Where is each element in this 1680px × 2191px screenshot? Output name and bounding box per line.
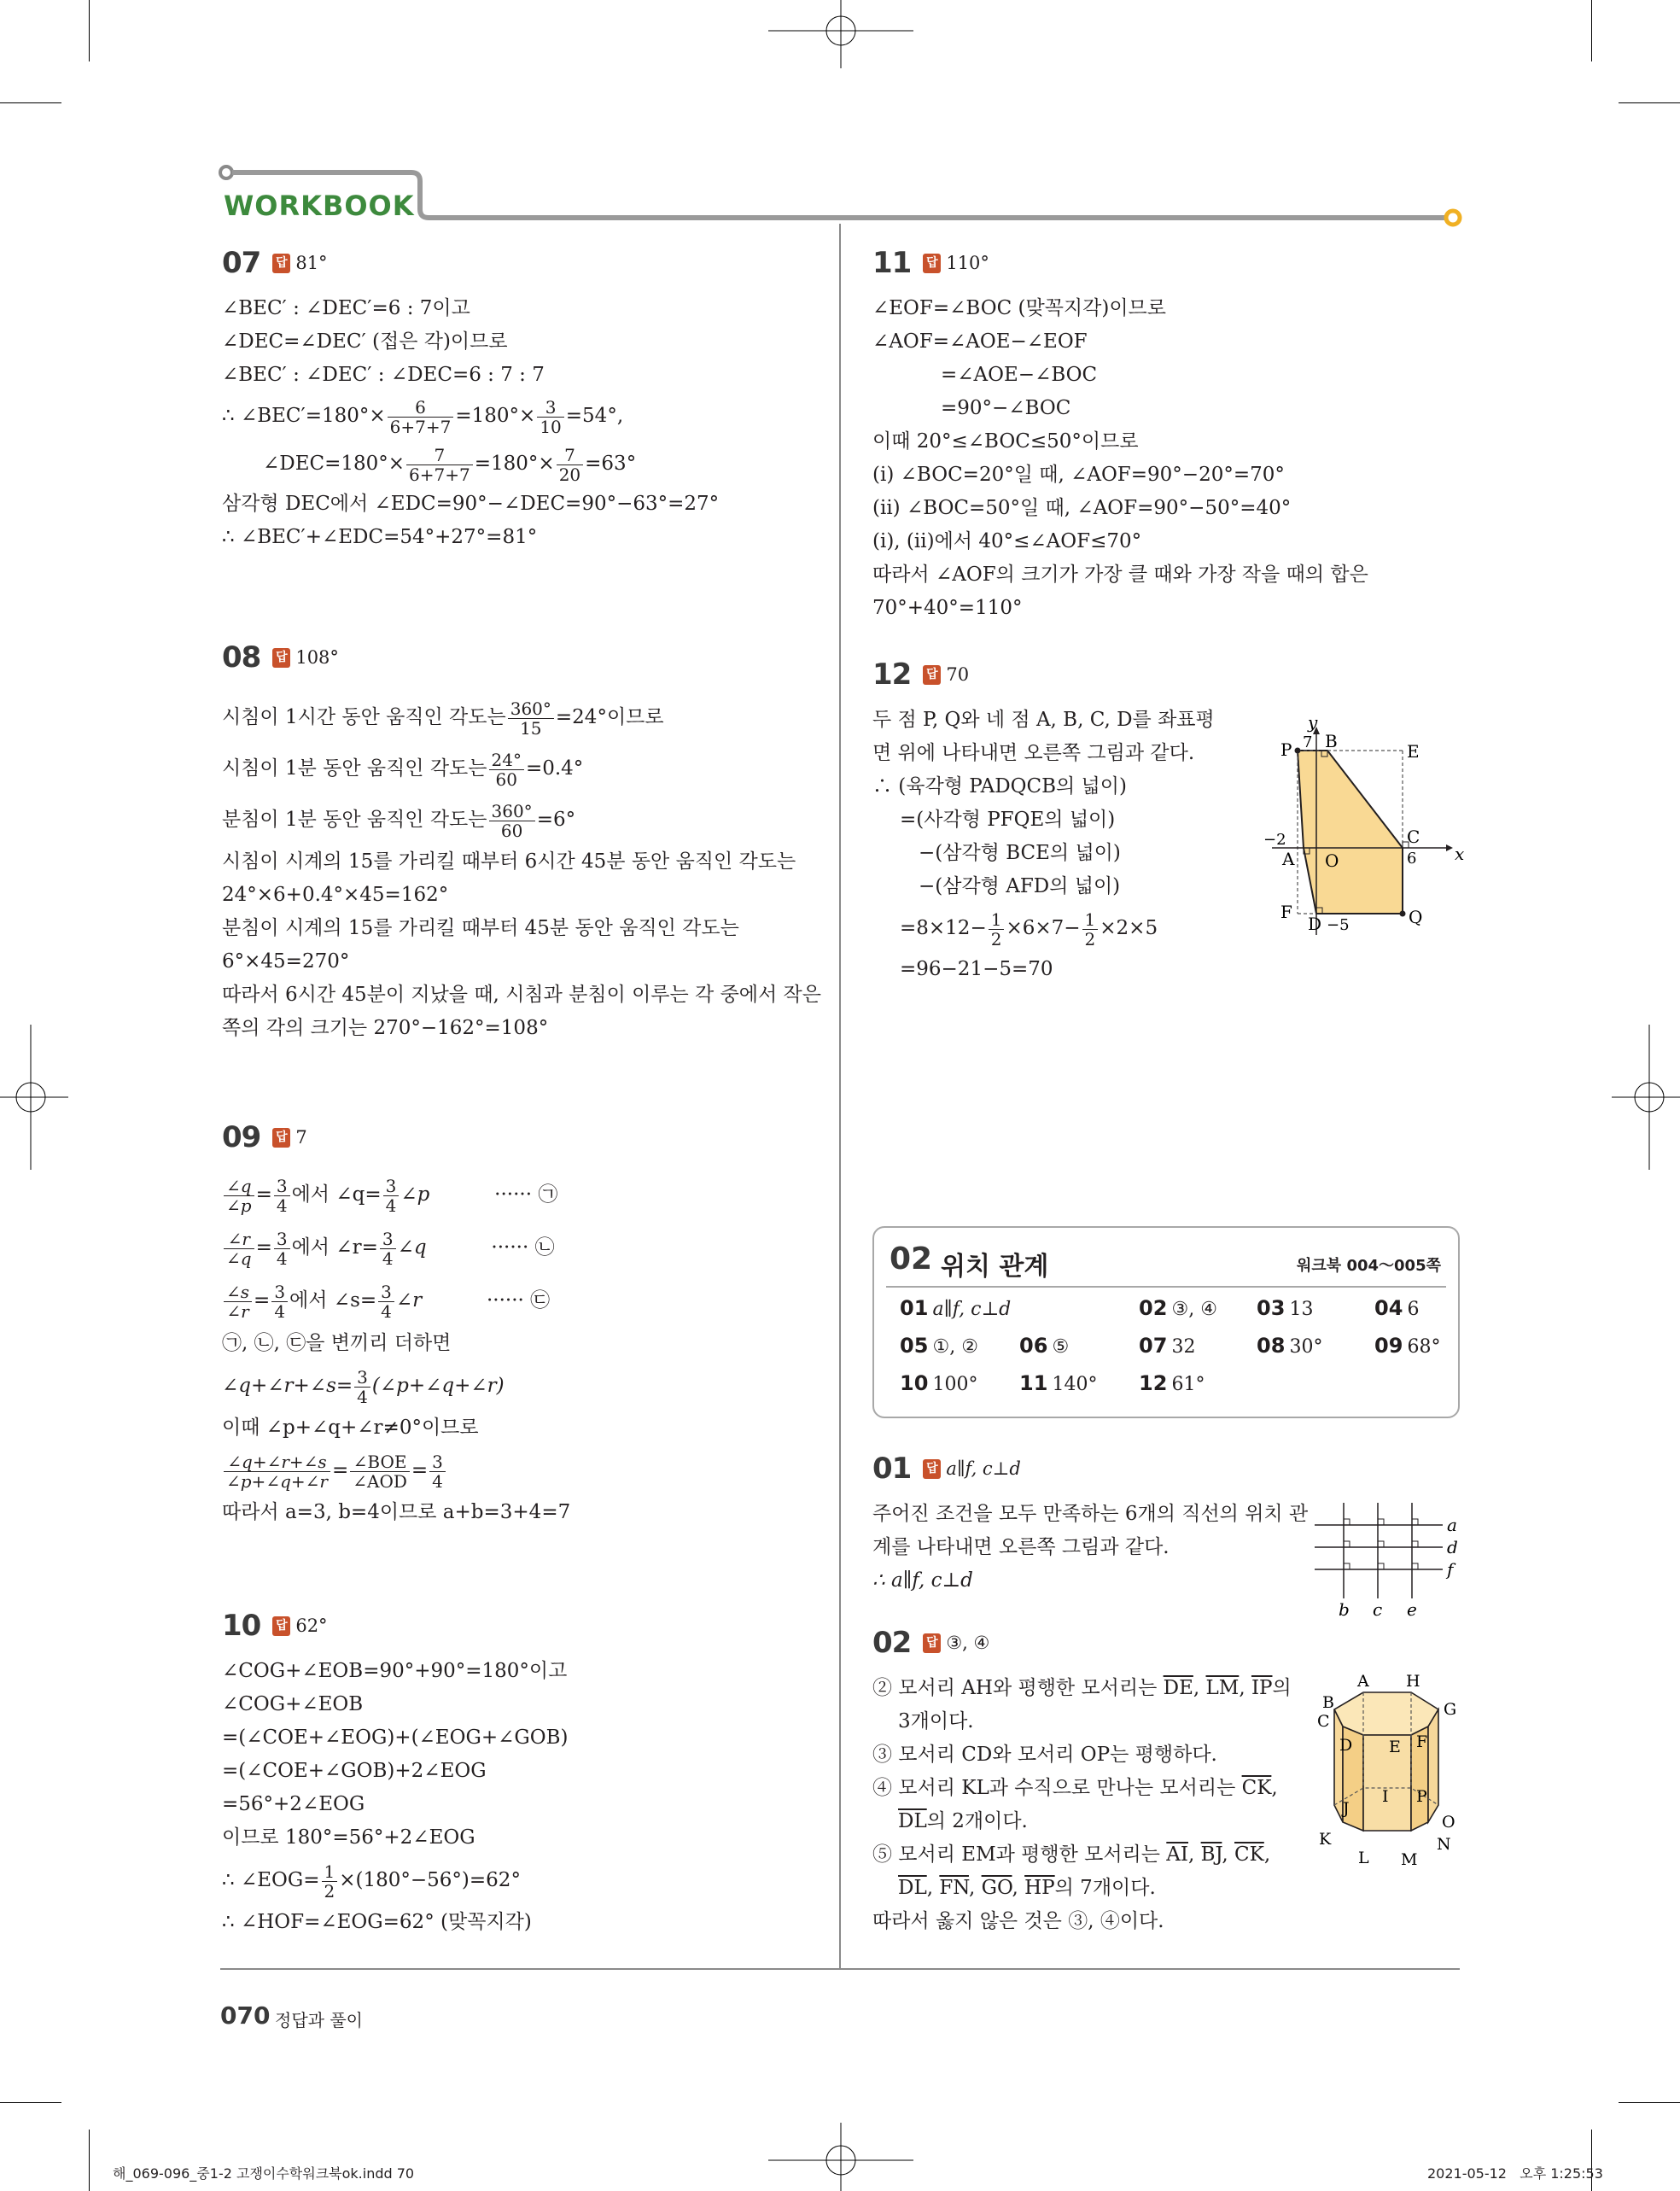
column-divider (839, 224, 841, 1968)
summary-item: 11 140° (1019, 1371, 1098, 1395)
solution-line: =56°+2∠EOG (222, 1793, 365, 1815)
svg-text:L: L (1358, 1849, 1369, 1867)
svg-text:J: J (1343, 1799, 1350, 1818)
svg-text:F: F (1280, 902, 1292, 922)
solution-line: (ⅰ), (ⅱ)에서 40°≤∠AOF≤70° (872, 530, 1142, 552)
svg-text:B: B (1322, 1693, 1334, 1712)
svg-text:b: b (1339, 1599, 1350, 1618)
coordinate-figure (1255, 713, 1468, 939)
svg-text:x: x (1455, 844, 1465, 864)
summary-item: 01 a∥f, c⊥d (900, 1296, 1012, 1320)
answer-value: 108° (295, 647, 339, 668)
solution-line: 면 위에 나타내면 오른쪽 그림과 같다. (872, 742, 1195, 764)
lines-figure (1315, 1503, 1468, 1618)
solution-line: 쪽의 각의 크기는 270°−162°=108° (222, 1017, 549, 1039)
answer-value: ③, ④ (946, 1633, 990, 1653)
svg-text:y: y (1308, 713, 1318, 733)
solution-line: ∠DEC=∠DEC′ (접은 각)이므로 (222, 330, 508, 353)
octagonal-prism-figure (1310, 1674, 1473, 1887)
solution-line: ⑤ 모서리 EM과 평행한 모서리는 $\overline{AI}$, $\overline{BJ}$, $\overline{CK}$, (872, 1843, 1271, 1866)
solution-line: ∴ ∠BEC′+∠EDC=54°+27°=81° (222, 526, 538, 548)
solution-line: 6°×45=270° (222, 950, 350, 973)
problem-number: 09 (222, 1120, 261, 1154)
summary-item: 08 30° (1257, 1334, 1323, 1358)
problem-number: 01 (872, 1452, 912, 1486)
summary-reference: 워크북 004～005쪽 (1297, 1257, 1441, 1275)
svg-text:O: O (1442, 1813, 1455, 1832)
solution-line: =∠AOE−∠BOC (941, 364, 1098, 386)
answer-value: 62° (295, 1615, 328, 1636)
svg-text:A: A (1357, 1674, 1369, 1691)
solution-line: 분침이 시계의 15를 가리킬 때부터 45분 동안 움직인 각도는 (222, 917, 739, 939)
answer-value: 70 (946, 664, 970, 685)
bottom-rule (220, 1968, 1460, 1970)
summary-item: 12 61° (1139, 1371, 1205, 1395)
svg-text:N: N (1437, 1835, 1451, 1854)
summary-item: 09 68° (1374, 1334, 1441, 1358)
svg-text:f: f (1447, 1559, 1454, 1580)
summary-item: 04 6 (1374, 1296, 1420, 1320)
solution-line: ∴ (육각형 PADQCB의 넓이) (872, 775, 1127, 798)
svg-text:C: C (1317, 1712, 1330, 1731)
section-problem-01 (872, 1452, 1308, 1598)
problem-number: 02 (872, 1626, 912, 1660)
svg-text:c: c (1373, 1599, 1383, 1618)
solution-line: ∠COG+∠EOB=90°+90°=180°이고 (222, 1660, 568, 1682)
summary-title: 위치 관계 (941, 1252, 1049, 1282)
svg-text:D: D (1339, 1736, 1353, 1755)
solution-line: 이때 20°≤∠BOC≤50°이므로 (872, 430, 1139, 453)
registration-mark-bottom (768, 2123, 913, 2191)
footer-section-label: 정답과 풀이 (275, 2010, 363, 2030)
solution-line: (ⅰ) ∠BOC=20°일 때, ∠AOF=90°−20°=70° (872, 464, 1285, 486)
solution-line: 시침이 시계의 15를 가리킬 때부터 6시간 45분 동안 움직인 각도는 (222, 850, 796, 873)
summary-item: 02 ③, ④ (1139, 1296, 1217, 1320)
solution-line: 이므로 180°=56°+2∠EOG (222, 1826, 475, 1849)
answer-value: 7 (295, 1127, 307, 1148)
solution-line: 주어진 조건을 모두 만족하는 6개의 직선의 위치 관 (872, 1503, 1309, 1525)
solution-line: =(사각형 PFQE의 넓이) (900, 809, 1116, 831)
answer-badge-icon: 답 (923, 254, 941, 273)
summary-item: 05 ①, ② (900, 1334, 978, 1358)
svg-text:E: E (1389, 1738, 1401, 1756)
solution-line: 따라서 6시간 45분이 지났을 때, 시침과 분침이 이루는 각 중에서 작은 (222, 984, 821, 1006)
solution-line: ∠EOF=∠BOC (맞꼭지각)이므로 (872, 297, 1166, 319)
summary-item: 10 100° (900, 1371, 978, 1395)
crop-mark (1591, 0, 1592, 61)
page-number: 070 (220, 2001, 271, 2030)
solution-line: 이때 ∠p+∠q+∠r≠0°이므로 (222, 1417, 479, 1439)
solution-line: 따라서 a=3, b=4이므로 a+b=3+4=7 (222, 1501, 571, 1523)
problem-10 (222, 1609, 568, 1939)
problem-07 (222, 246, 719, 554)
crop-mark (89, 0, 90, 61)
solution-line: 따라서 ∠AOF의 크기가 가장 클 때와 가장 작을 때의 합은 (872, 564, 1368, 586)
slug-date: 2021-05-12 오후 1:25:53 (1427, 2165, 1603, 2182)
svg-text:O: O (1325, 850, 1339, 871)
solution-line: −(삼각형 AFD의 넓이) (919, 875, 1121, 897)
answer-badge-icon: 답 (923, 1633, 941, 1653)
crop-mark (1619, 2102, 1680, 2103)
answer-badge-icon: 답 (923, 1459, 941, 1479)
problem-number: 11 (872, 246, 912, 280)
answer-badge-icon: 답 (272, 254, 290, 273)
svg-text:−5: −5 (1327, 916, 1350, 934)
summary-chapter-number: 02 (890, 1242, 933, 1277)
solution-line: $\frac{\angle r}{\angle q}$ = $\frac{3}{4}$ 에서 ∠r= $\frac{3}{4}$ ∠q ······ ㉡ (222, 1221, 570, 1274)
solution-line: $\frac{\angle q+\angle r+\angle s}{\angle p+\angle q+\angle r}$ = $\frac{\text{∠BOE}}{\text{∠AOD}}$ = $\frac{3}{4}$ (222, 1445, 570, 1496)
svg-text:6: 6 (1407, 850, 1417, 868)
workbook-label: WORKBOOK (224, 190, 415, 222)
solution-line: =96−21−5=70 (900, 958, 1053, 980)
problem-number: 07 (222, 246, 261, 280)
svg-text:C: C (1407, 827, 1420, 847)
svg-text:E: E (1407, 741, 1420, 762)
svg-text:F: F (1416, 1732, 1428, 1751)
summary-item: 07 32 (1139, 1334, 1196, 1358)
answer-value: a∥f, c⊥d (946, 1458, 1021, 1479)
solution-line: 24°×6+0.4°×45=162° (222, 884, 449, 906)
solution-line: ∠BEC′ : ∠DEC′=6 : 7이고 (222, 297, 470, 319)
registration-mark-left (0, 1025, 68, 1170)
answer-value: 81° (295, 253, 328, 273)
solution-line: ④ 모서리 KL과 수직으로 만나는 모서리는 $\overline{CK}$, (872, 1777, 1278, 1799)
solution-line: =(∠COE+∠GOB)+2∠EOG (222, 1760, 487, 1782)
slug-filename: 해_069-096_중1-2 고쟁이수학워크북ok.indd 70 (113, 2165, 415, 2182)
svg-text:A: A (1282, 849, 1295, 869)
svg-text:H: H (1406, 1674, 1420, 1691)
solution-line: =90°−∠BOC (941, 397, 1071, 419)
svg-text:M: M (1401, 1850, 1418, 1869)
answer-badge-icon: 답 (923, 665, 941, 685)
answer-badge-icon: 답 (272, 1616, 290, 1636)
solution-line: =8×12− $\frac{1}{2}$ ×6×7− $\frac{1}{2}$ ×2×5 (900, 909, 1158, 949)
solution-line: 분침이 1분 동안 움직인 각도는 $\frac{360^\circ}{60}$ =6° (222, 800, 576, 841)
problem-number: 12 (872, 657, 912, 692)
summary-item: 06 ⑤ (1019, 1334, 1070, 1358)
svg-text:d: d (1447, 1537, 1458, 1557)
crop-mark (89, 2130, 90, 2191)
solution-line: ∠q+∠r+∠s= $\frac{3}{4}$ (∠p+∠q+∠r) (222, 1366, 505, 1407)
solution-line: 계를 나타내면 오른쪽 그림과 같다. (872, 1536, 1170, 1558)
summary-item: 03 13 (1257, 1296, 1314, 1320)
registration-mark-top (768, 0, 913, 68)
svg-text:D: D (1308, 914, 1322, 934)
crop-mark (1619, 102, 1680, 103)
problem-number: 08 (222, 640, 261, 675)
svg-text:I: I (1382, 1787, 1389, 1806)
answer-badge-icon: 답 (272, 648, 290, 668)
solution-line: 두 점 P, Q와 네 점 A, B, C, D를 좌표평 (872, 709, 1215, 731)
svg-text:G: G (1444, 1700, 1457, 1719)
solution-line: (ⅱ) ∠BOC=50°일 때, ∠AOF=90°−50°=40° (872, 497, 1292, 519)
svg-text:K: K (1319, 1830, 1332, 1849)
solution-line: $\overline{DL}$, $\overline{FN}$, $\overline{GO}$, $\overline{HP}$의 7개이다. (898, 1877, 1156, 1899)
answer-badge-icon: 답 (272, 1128, 290, 1148)
svg-text:P: P (1416, 1787, 1427, 1806)
solution-line: 따라서 옳지 않은 것은 ③, ④이다. (872, 1910, 1164, 1932)
problem-12 (872, 657, 1215, 986)
crop-mark (0, 102, 61, 103)
summary-box (872, 1226, 1460, 1418)
problem-08 (222, 640, 821, 1045)
svg-text:e: e (1407, 1599, 1417, 1618)
crop-mark (0, 2102, 61, 2103)
solution-line: $\overline{DL}$의 2개이다. (898, 1810, 1028, 1832)
svg-text:a: a (1447, 1515, 1457, 1535)
registration-mark-right (1612, 1025, 1680, 1170)
solution-line: ㉠, ㉡, ㉢을 변끼리 더하면 (222, 1332, 452, 1354)
solution-line: 시침이 1시간 동안 움직인 각도는 $\frac{360^\circ}{15}$ =24°이므로 (222, 698, 664, 739)
solution-line: ② 모서리 AH와 평행한 모서리는 $\overline{DE}$, $\overline{LM}$, $\overline{IP}$의 (872, 1677, 1292, 1699)
answer-value: 110° (946, 253, 989, 273)
svg-text:7: 7 (1303, 733, 1313, 751)
solution-line: $\frac{\angle q}{\angle p}$ = $\frac{3}{4}$ 에서 ∠q= $\frac{3}{4}$ ∠p ······ ㉠ (222, 1168, 570, 1221)
problem-number: 10 (222, 1609, 261, 1643)
solution-line: ∴ ∠HOF=∠EOG=62° (맞꼭지각) (222, 1911, 532, 1933)
solution-line: ∴ ∠BEC′=180°× $\frac{6}{6+7+7}$ =180°× $\frac{3}{10}$ =54°, (222, 396, 624, 437)
solution-line: 삼각형 DEC에서 ∠EDC=90°−∠DEC=90°−63°=27° (222, 493, 720, 515)
problem-09 (222, 1120, 570, 1529)
solution-line: 3개이다. (898, 1710, 974, 1732)
svg-text:P: P (1280, 739, 1292, 760)
problem-11 (872, 246, 1368, 625)
solution-line: ③ 모서리 CD와 모서리 OP는 평행하다. (872, 1744, 1217, 1766)
solution-line: ∠DEC=180°× $\frac{7}{6+7+7}$ =180°× $\frac{7}{20}$ =63° (263, 444, 637, 485)
section-problem-02 (872, 1626, 1292, 1938)
svg-text:−2: −2 (1263, 831, 1286, 849)
svg-text:Q: Q (1409, 907, 1423, 927)
solution-line: 70°+40°=110° (872, 597, 1023, 619)
solution-line: $\frac{\angle s}{\angle r}$ = $\frac{3}{4}$ 에서 ∠s= $\frac{3}{4}$ ∠r ······ ㉢ (222, 1274, 570, 1327)
solution-line: ∴ ∠EOG= $\frac{1}{2}$ ×(180°−56°)=62° (222, 1861, 521, 1902)
solution-line: ∴ a∥f, c⊥d (872, 1569, 973, 1592)
summary-divider (886, 1286, 1446, 1288)
solution-line: ∠COG+∠EOB (222, 1693, 364, 1715)
solution-line: 시침이 1분 동안 움직인 각도는 $\frac{24^\circ}{60}$ =0.4° (222, 749, 584, 790)
hexagon-region (1298, 751, 1403, 914)
svg-text:B: B (1325, 731, 1338, 751)
solution-line: ∠AOF=∠AOE−∠EOF (872, 330, 1088, 353)
solution-line: ∠BEC′ : ∠DEC′ : ∠DEC=6 : 7 : 7 (222, 364, 545, 386)
solution-line: =(∠COE+∠EOG)+(∠EOG+∠GOB) (222, 1727, 569, 1749)
solution-line: −(삼각형 BCE의 넓이) (919, 842, 1121, 864)
